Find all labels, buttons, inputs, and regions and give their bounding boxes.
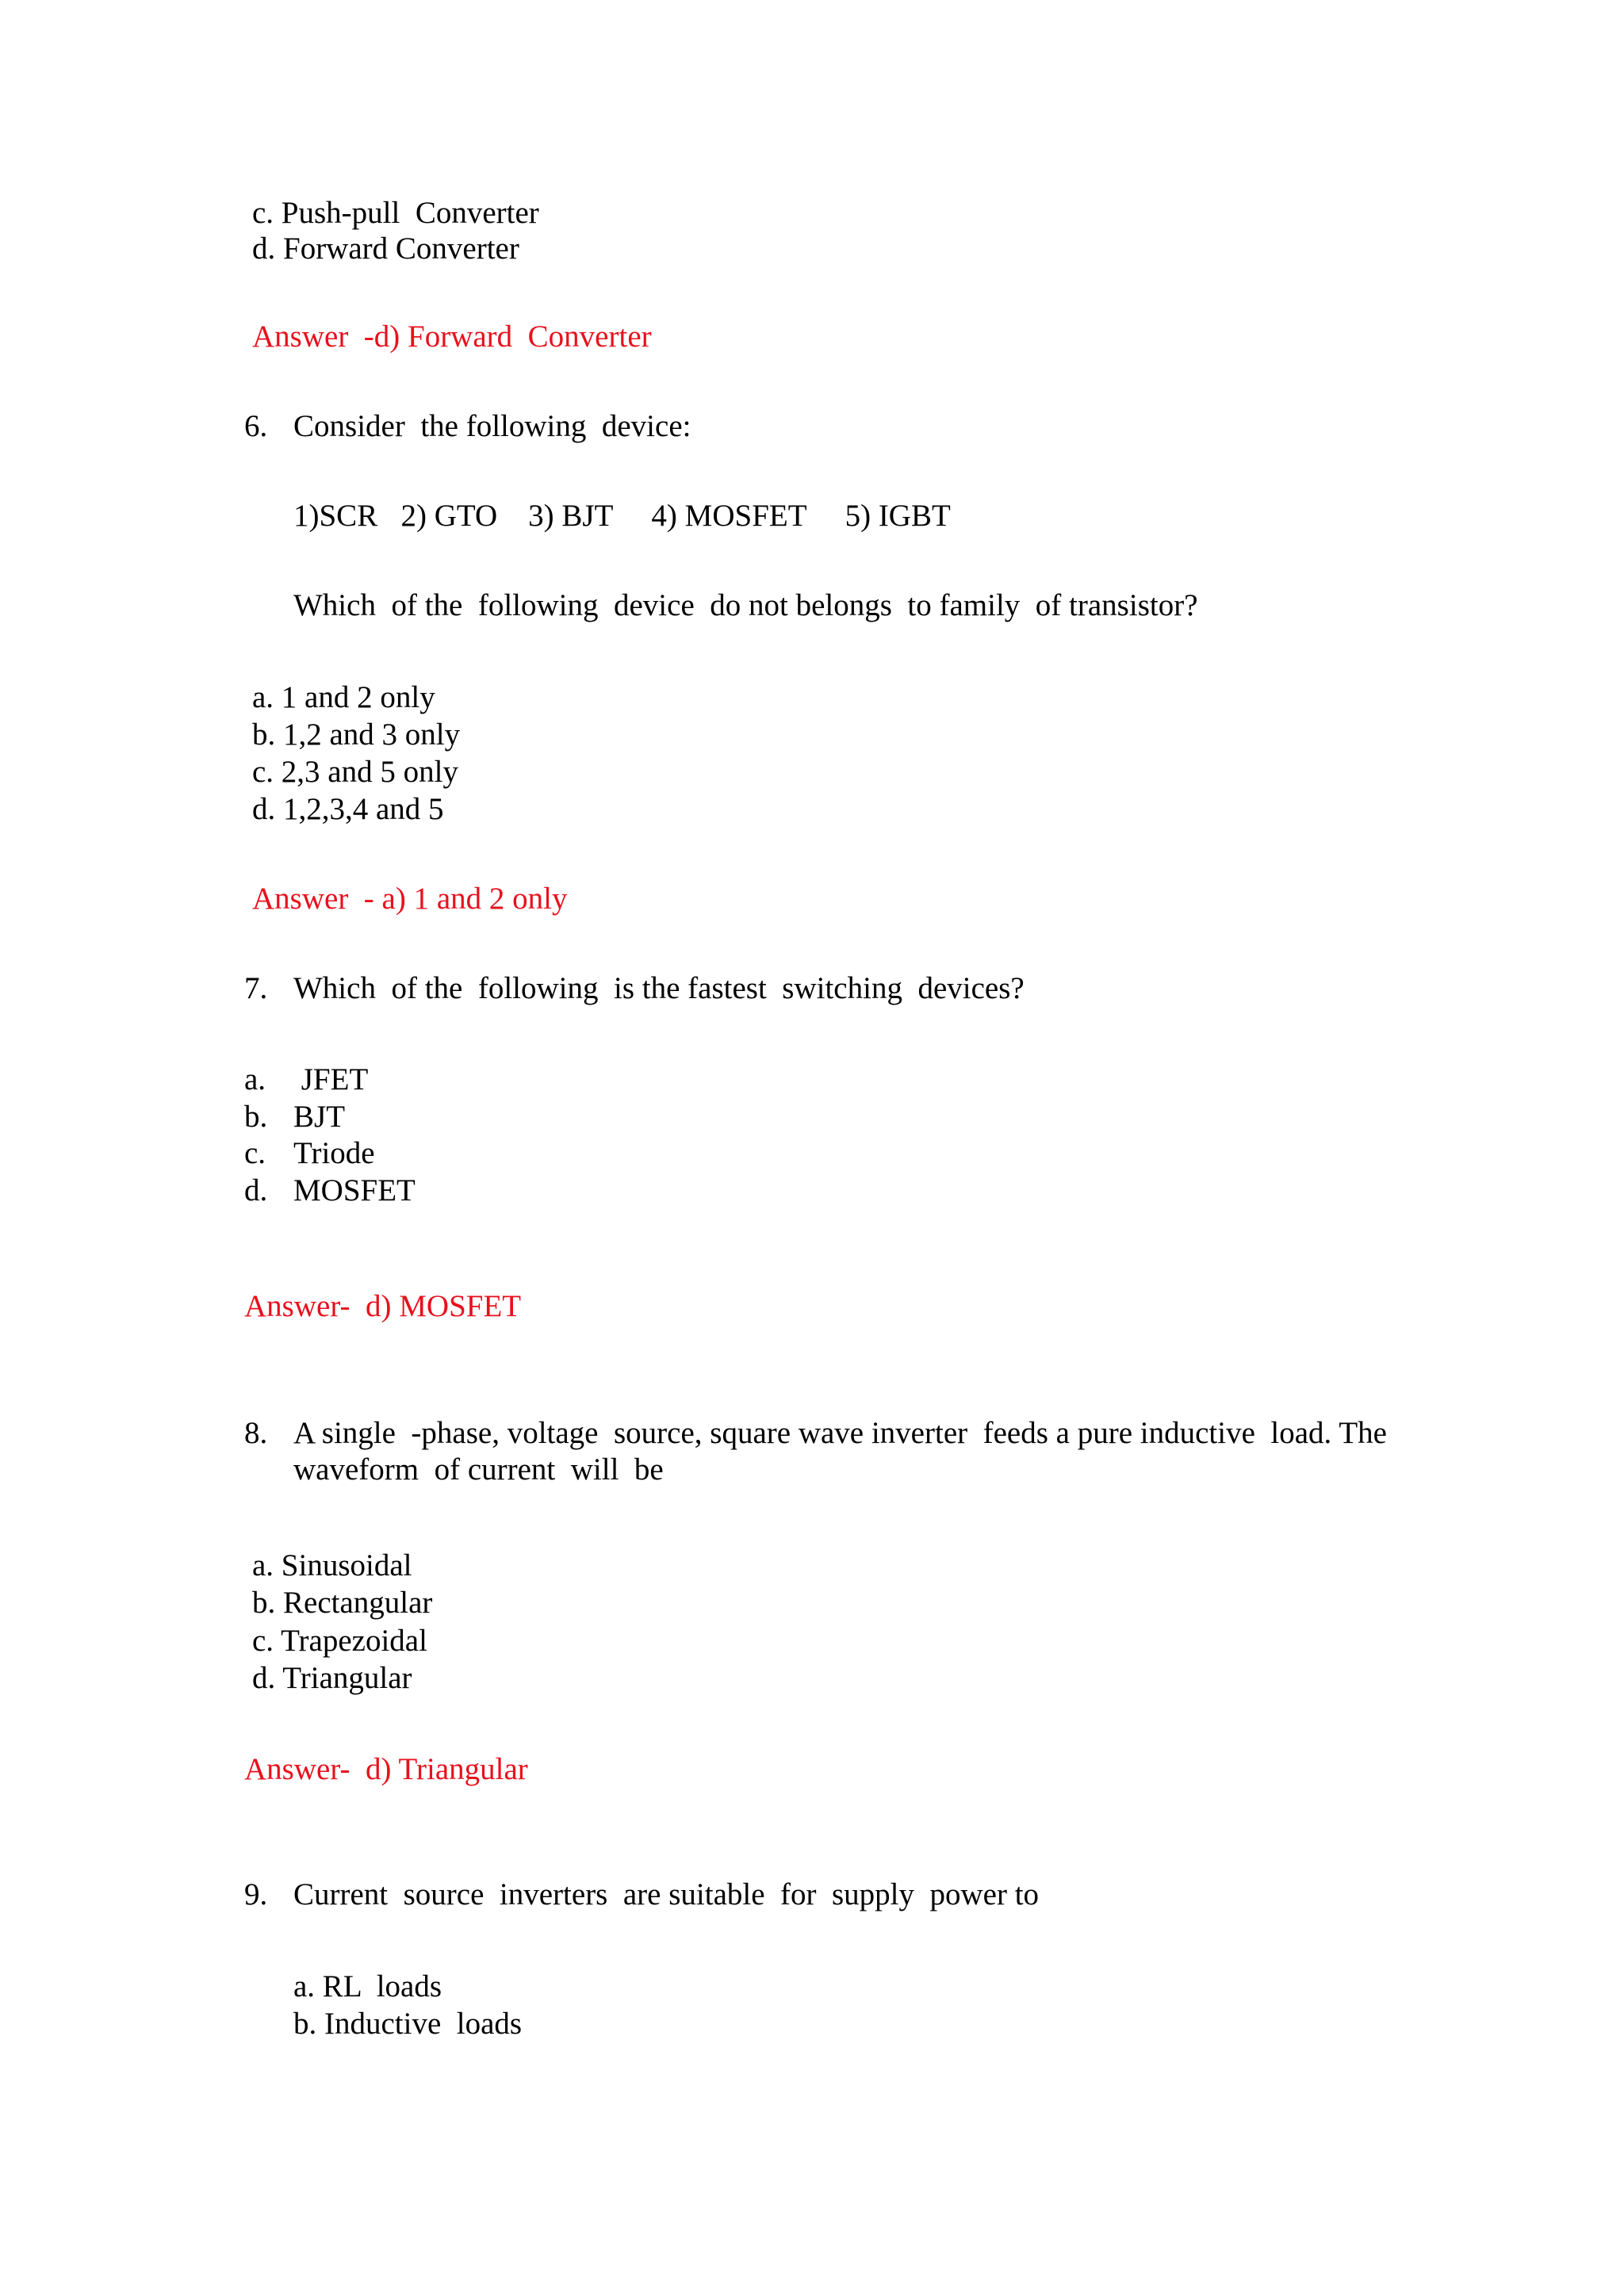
q7-option-c xyxy=(244,1135,375,1172)
q7-option-a xyxy=(244,1062,368,1098)
q5-option-d: d. Forward Converter xyxy=(252,232,519,266)
q9-question xyxy=(244,1877,1039,1913)
q8-option-d: d. Triangular xyxy=(252,1661,412,1695)
q6-subquestion: Which of the following device do not belongs to family of transistor? xyxy=(293,588,1198,622)
q7-option-d xyxy=(244,1173,416,1209)
q8-option-c: c. Trapezoidal xyxy=(252,1624,427,1658)
q8-number: 8. xyxy=(244,1416,268,1450)
q7-option-d-letter: d. xyxy=(244,1173,268,1207)
q7-answer: Answer- d) MOSFET xyxy=(244,1289,522,1323)
q8-question-line1: A single -phase, voltage source, square wave inverter feeds a pure inductive load. The xyxy=(293,1416,1387,1450)
q7-option-b-text: BJT xyxy=(293,1100,346,1134)
q7-number: 7. xyxy=(244,971,268,1005)
q7-option-a-text: JFET xyxy=(293,1062,369,1096)
q5-answer: Answer -d) Forward Converter xyxy=(252,320,652,354)
q8-option-b: b. Rectangular xyxy=(252,1586,433,1620)
q9-option-a: a. RL loads xyxy=(293,1969,442,2003)
q7-option-b-letter: b. xyxy=(244,1100,268,1134)
q7-option-b xyxy=(244,1099,345,1135)
q6-number: 6. xyxy=(244,409,268,443)
q8-question xyxy=(244,1415,1387,1452)
q8-answer: Answer- d) Triangular xyxy=(244,1752,528,1786)
q9-number: 9. xyxy=(244,1877,268,1911)
q7-option-c-text: Triode xyxy=(293,1136,375,1170)
q7-question xyxy=(244,970,1025,1007)
q6-option-b: b. 1,2 and 3 only xyxy=(252,718,461,752)
q7-option-a-letter: a. xyxy=(244,1062,266,1096)
q7-option-c-letter: c. xyxy=(244,1136,266,1170)
q8-option-a: a. Sinusoidal xyxy=(252,1548,412,1582)
q9-question-text: Current source inverters are suitable for supply power to xyxy=(293,1877,1040,1911)
q5-option-c: c. Push-pull Converter xyxy=(252,196,539,230)
q7-question-text: Which of the following is the fastest switching devices? xyxy=(293,971,1025,1005)
q6-question xyxy=(244,408,691,445)
q8-question-line2: waveform of current will be xyxy=(293,1452,664,1487)
q6-devices: 1)SCR 2) GTO 3) BJT 4) MOSFET 5) IGBT xyxy=(293,499,951,533)
q6-answer: Answer - a) 1 and 2 only xyxy=(252,882,568,916)
q7-option-d-text: MOSFET xyxy=(293,1173,416,1207)
q6-option-d: d. 1,2,3,4 and 5 xyxy=(252,792,444,826)
q6-option-c: c. 2,3 and 5 only xyxy=(252,755,458,789)
q9-option-b: b. Inductive loads xyxy=(293,2007,523,2041)
q6-question-text: Consider the following device: xyxy=(293,409,691,443)
q6-option-a: a. 1 and 2 only xyxy=(252,680,435,714)
